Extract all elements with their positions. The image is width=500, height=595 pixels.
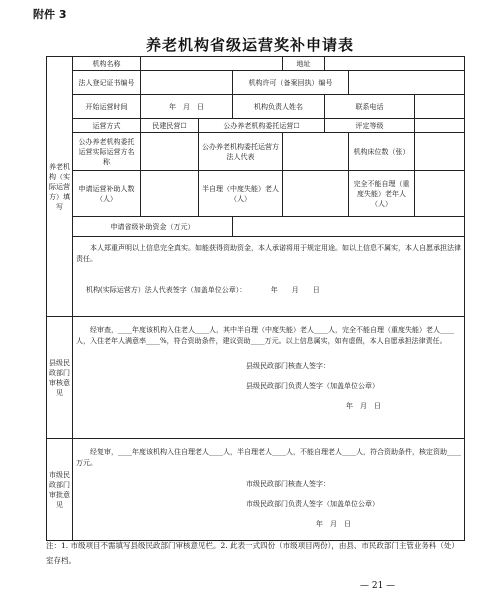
form-title: 养老机构省级运营奖补申请表 (145, 36, 354, 54)
public-operator-name-field[interactable] (141, 133, 199, 171)
declaration-text: 本人郑重声明以上信息完全真实。如能获得资助资金，本人承诺将用于规定用途。如以上信息不属实，本人自愿承担法律责任。 (76, 244, 461, 263)
legal-rep-field[interactable] (283, 133, 349, 171)
county-review-label: 县级民政部门审核意见 (47, 317, 73, 439)
county-date[interactable]: 年 月 日 (346, 402, 381, 410)
public-operator-name-label: 公办养老机构委托运营实际运营方名称 (73, 133, 141, 171)
section-label-institution: 养老机构（实际运营方）填写 (47, 57, 73, 317)
city-review-text: 经复审，____年度该机构入住自理老人____人，半自理老人____人，不能自理老人____人，符合资助条件，核定资助____万元。 (76, 448, 461, 467)
address-field[interactable] (325, 57, 465, 71)
institution-name-label: 机构名称 (73, 57, 141, 71)
county-head-signature[interactable]: 县级民政部门负责人签字（加盖单位公章） (246, 382, 379, 390)
rating-label: 评定等级 (325, 119, 415, 133)
mode-public-option[interactable]: 公办养老机构委托运营☐ (199, 119, 325, 133)
start-time-label: 开始运营时间 (73, 95, 141, 119)
footnote: 注：1. 市级项目不需填写县级民政部门审核意见栏。2. 此表一式四份（市级项目两份），由县、市民政部门主管业务科（处）室存档。 (46, 541, 459, 565)
semi-self-care-label: 半自理（中度失能）老人（人） (199, 171, 283, 217)
semi-self-care-field[interactable] (283, 171, 349, 217)
county-review-text: 经审查，____年度该机构入住老人____人，其中半自理（中度失能）老人____人，完全不能自理（重度失能）老人____人，入住老年人满意率____%，符合资助条件，建议资助____万元。以上信息属实，如有虚假，本人自愿承担法律责任。 (76, 326, 454, 345)
non-self-care-label: 完全不能自理（重度失能）老年人（人） (349, 171, 415, 217)
phone-label: 联系电话 (325, 95, 415, 119)
rating-field[interactable] (415, 119, 465, 133)
applicants-field[interactable] (141, 171, 199, 217)
permit-label: 机构许可（备案回执）编号 (233, 71, 349, 95)
institution-name-field[interactable] (141, 57, 283, 71)
mode-private-option[interactable]: 民建民营☐ (141, 119, 199, 133)
application-form-table (46, 56, 465, 541)
attachment-label: 附件 3 (33, 8, 67, 21)
legal-rep-label: 公办养老机构委托运营方法人代表 (199, 133, 283, 171)
beds-field[interactable] (415, 133, 465, 171)
funds-field[interactable] (233, 217, 465, 237)
address-label: 地址 (283, 57, 325, 71)
start-time-field[interactable]: 年 月 日 (141, 95, 233, 119)
registration-field[interactable] (141, 71, 233, 95)
city-date[interactable]: 年 月 日 (316, 520, 351, 528)
city-head-signature[interactable]: 市级民政部门负责人签字（加盖单位公章） (246, 500, 379, 508)
phone-field[interactable] (415, 95, 465, 119)
beds-label: 机构床位数（张） (349, 133, 415, 171)
representative-signature-line[interactable]: 机构(实际运营方）法人代表签字（加盖单位公章）： 年 月 日 (86, 286, 320, 294)
non-self-care-field[interactable] (415, 171, 465, 217)
registration-label: 法人登记证书编号 (73, 71, 141, 95)
city-reviewer-signature[interactable]: 市级民政部门核查人签字： (246, 480, 330, 488)
applicants-label: 申请运营补助人数（人） (73, 171, 141, 217)
operation-mode-label: 运营方式 (73, 119, 141, 133)
city-review-label: 市级民政部门审批意见 (47, 439, 73, 541)
funds-label: 申请省级补助资金（万元） (73, 217, 233, 237)
permit-field[interactable] (349, 71, 465, 95)
county-reviewer-signature[interactable]: 县级民政部门核查人签字： (246, 362, 330, 370)
head-name-label: 机构负责人姓名 (233, 95, 325, 119)
page-number: — 21 — (360, 581, 396, 591)
